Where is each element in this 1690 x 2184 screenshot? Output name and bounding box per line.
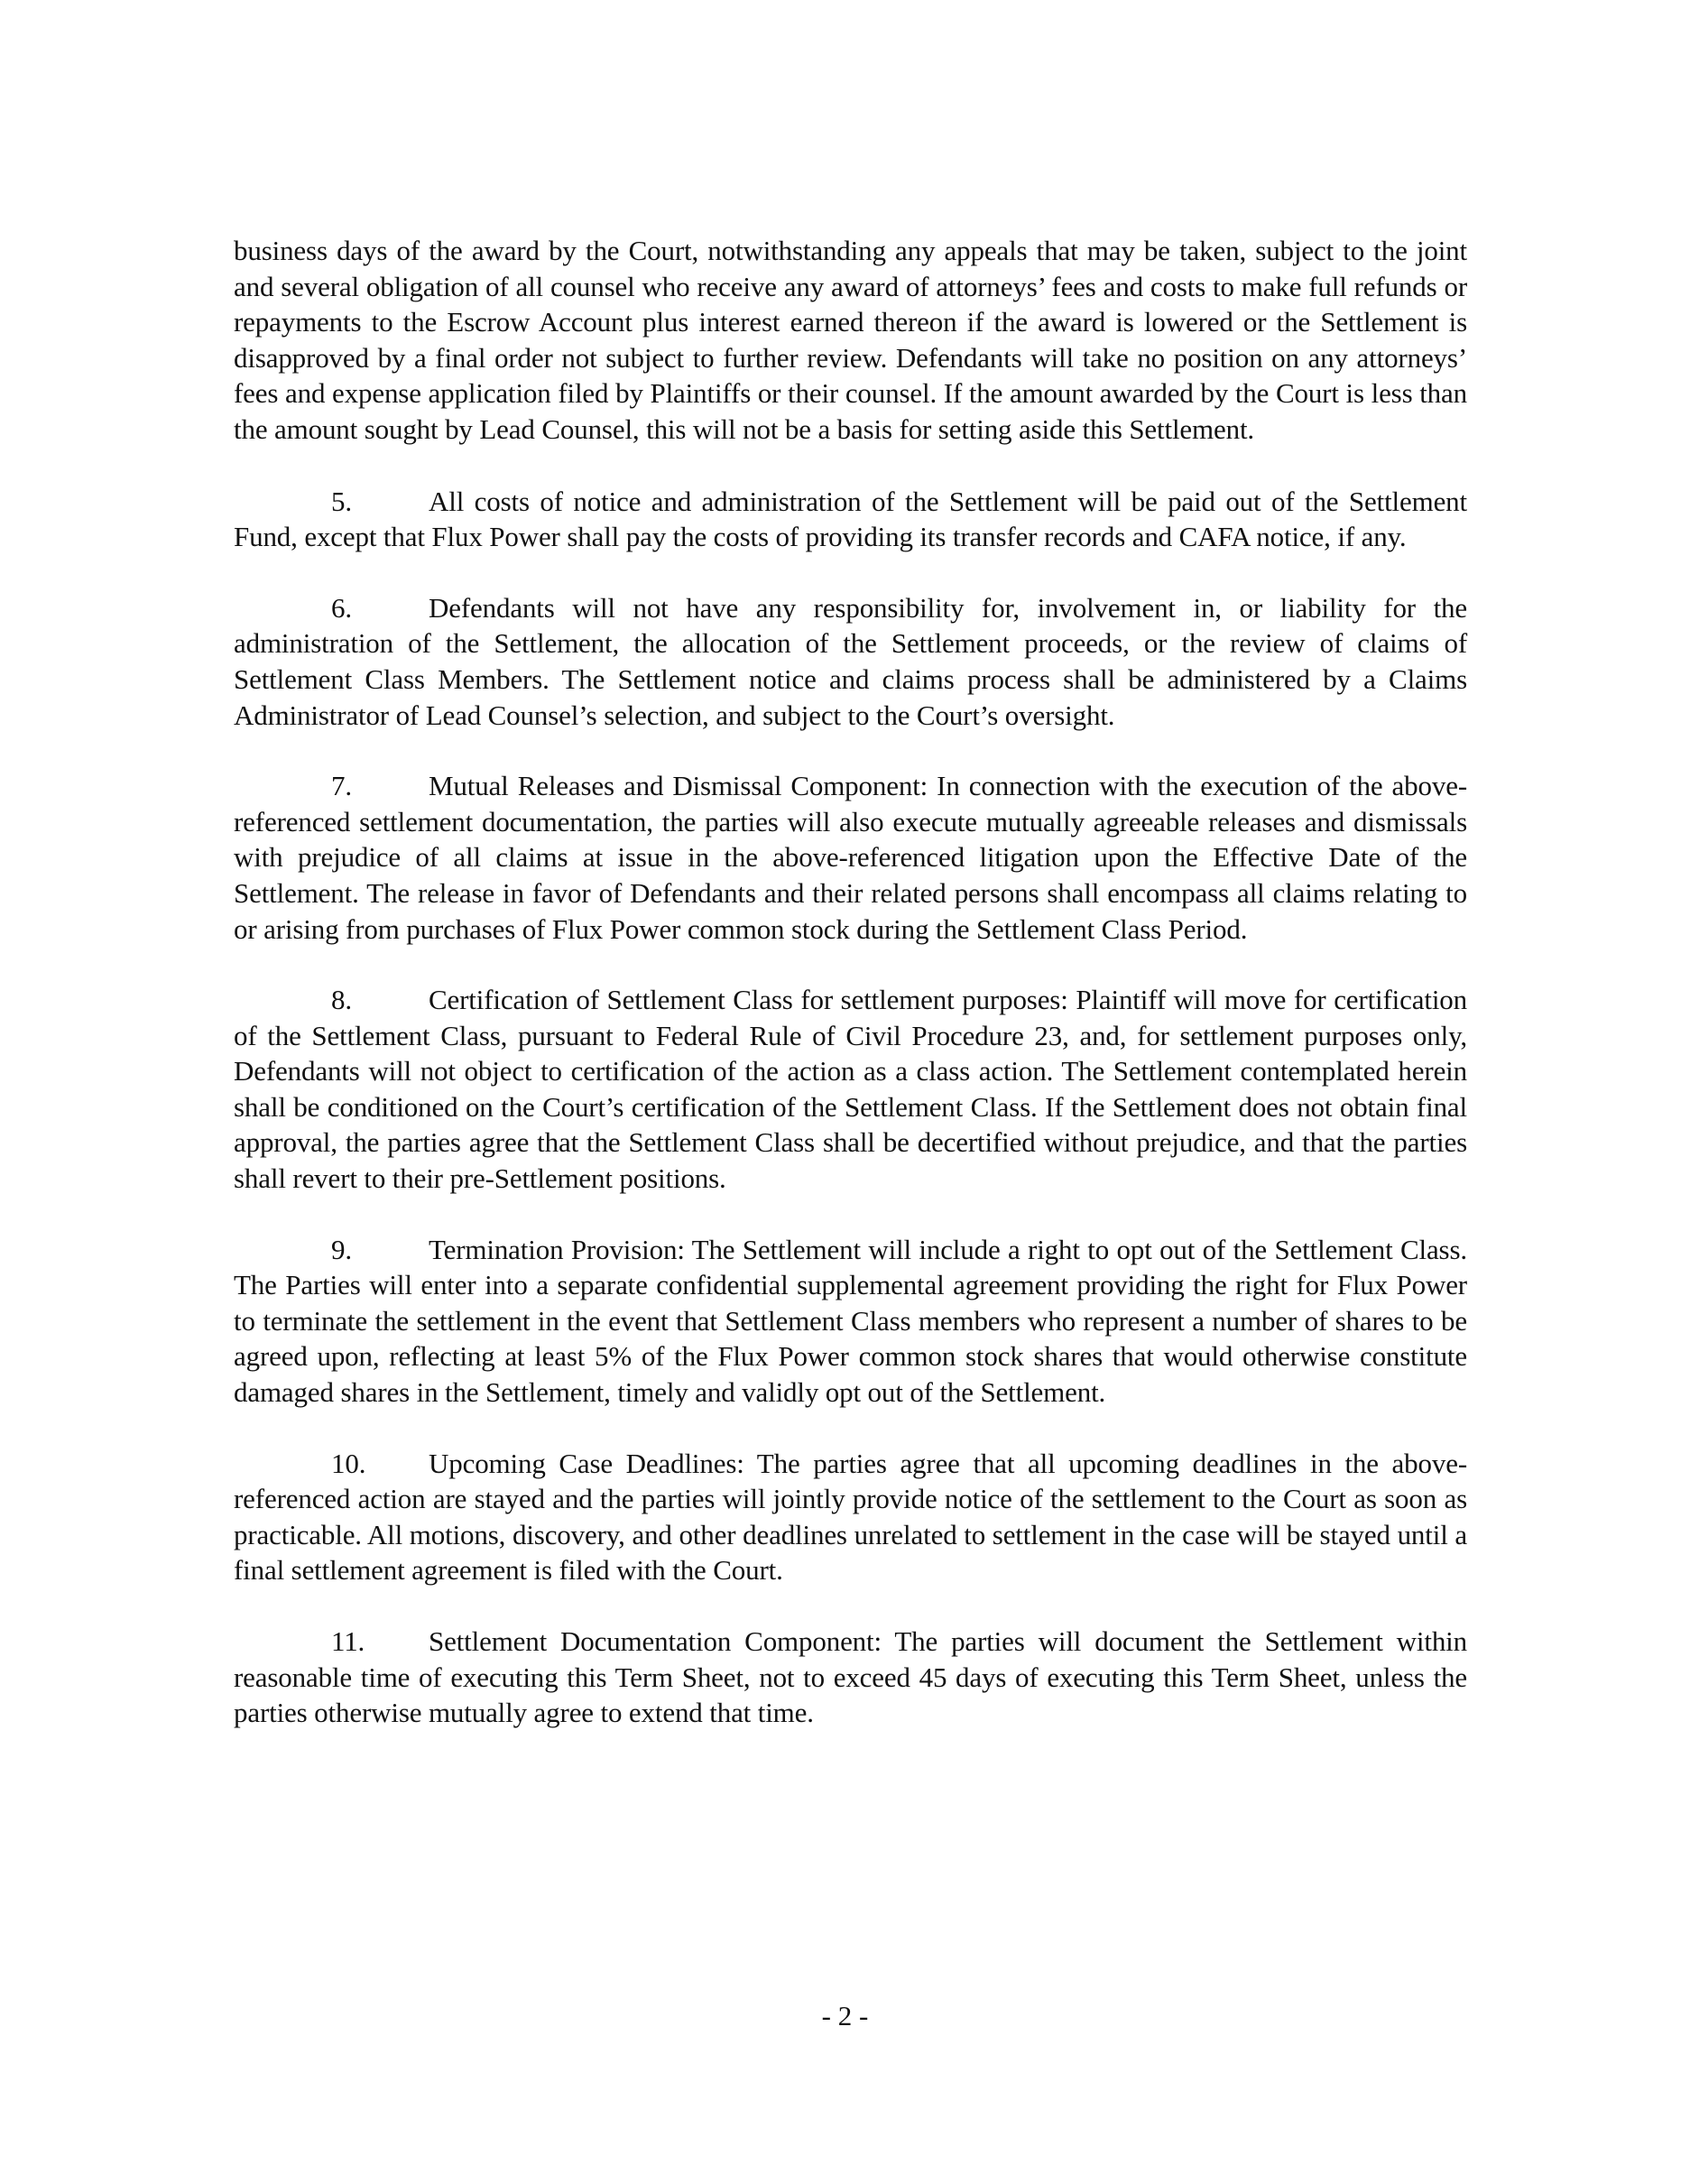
document-page [234,233,1467,1766]
paragraph-item-6 [234,590,1467,733]
paragraph-item-7 [234,768,1467,947]
paragraph-text: Upcoming Case Deadlines: The parties agree that all upcoming deadlines in the above-referenced action are stayed and the parties will jointly provide notice of the settlement to the Court as soon as practicable. All motions, discovery, and other deadlines unrelated to settlement in the case will be stayed until a final settlement agreement is filed with the Court. [234,1447,1467,1587]
paragraph-item-5 [234,484,1467,555]
paragraph-text: Mutual Releases and Dismissal Component: In connection with the execution of the above-referenced settlement documentation, the parties will also execute mutually agreeable releases and dismissals with prejudice of all claims at issue in the above-referenced litigation upon the Effective Date of the Settlement. The release in favor of Defendants and their related persons shall encompass all claims relating to or arising from purchases of Flux Power common stock during the Settlement Class Period. [234,770,1467,945]
continuation-paragraph-text: business days of the award by the Court, notwithstanding any appeals that may be taken, subject to the joint and several obligation of all counsel who receive any award of attorneys’ fees and costs to make full refunds or repayments to the Escrow Account plus interest earned thereon if the award is lowered or the Settlement is disapproved by a final order not subject to further review. Defendants will take no position on any attorneys’ fees and expense application filed by Plaintiffs or their counsel. If the amount awarded by the Court is less than the amount sought by Lead Counsel, this will not be a basis for setting aside this Settlement. [234,235,1467,445]
paragraph-number: 10. [331,1447,366,1479]
paragraph-text: Certification of Settlement Class for settlement purposes: Plaintiff will move for certification of the Settlement Class, pursuant to Federal Rule of Civil Procedure 23, and, for settlement purposes only, Defendants will not object to certification of the action as a class action. The Settlement contemplated herein shall be conditioned on the Court’s certification of the Settlement Class. If the Settlement does not obtain final approval, the parties agree that the Settlement Class shall be decertified without prejudice, and that the parties shall revert to their pre-Settlement positions. [234,984,1467,1195]
paragraph-number: 6. [331,591,352,624]
continuation-paragraph [234,233,1467,448]
paragraph-text: All costs of notice and administration of the Settlement will be paid out of the Settlement Fund, except that Flux Power shall pay the costs of providing its transfer records and CAFA notice, if any. [234,485,1467,553]
paragraph-item-9 [234,1232,1467,1411]
paragraph-item-11 [234,1624,1467,1731]
paragraph-text: Settlement Documentation Component: The parties will document the Settlement within reasonable time of executing this Term Sheet, not to exceed 45 days of executing this Term Sheet, unless the parties otherwise mutually agree to extend that time. [234,1625,1467,1729]
paragraph-number: 7. [331,770,352,802]
paragraph-text: Defendants will not have any responsibility for, involvement in, or liability for the administration of the Settlement, the allocation of the Settlement proceeds, or the review of claims of Settlement Class Members. The Settlement notice and claims process shall be administered by a Claims Administrator of Lead Counsel’s selection, and subject to the Court’s oversight. [234,591,1467,731]
paragraph-number: 9. [331,1233,352,1265]
paragraph-number: 11. [331,1625,365,1657]
paragraph-number: 8. [331,984,352,1016]
paragraph-item-10 [234,1446,1467,1588]
paragraph-text: Termination Provision: The Settlement will include a right to opt out of the Settlement Class. The Parties will enter into a separate confidential supplemental agreement providing the right for Flux Power to terminate the settlement in the event that Settlement Class members who represent a number of shares to be agreed upon, reflecting at least 5% of the Flux Power common stock shares that would otherwise constitute damaged shares in the Settlement, timely and validly opt out of the Settlement. [234,1233,1467,1409]
paragraph-number: 5. [331,485,352,517]
paragraph-item-8 [234,982,1467,1197]
page-number: - 2 - [821,2000,869,2031]
